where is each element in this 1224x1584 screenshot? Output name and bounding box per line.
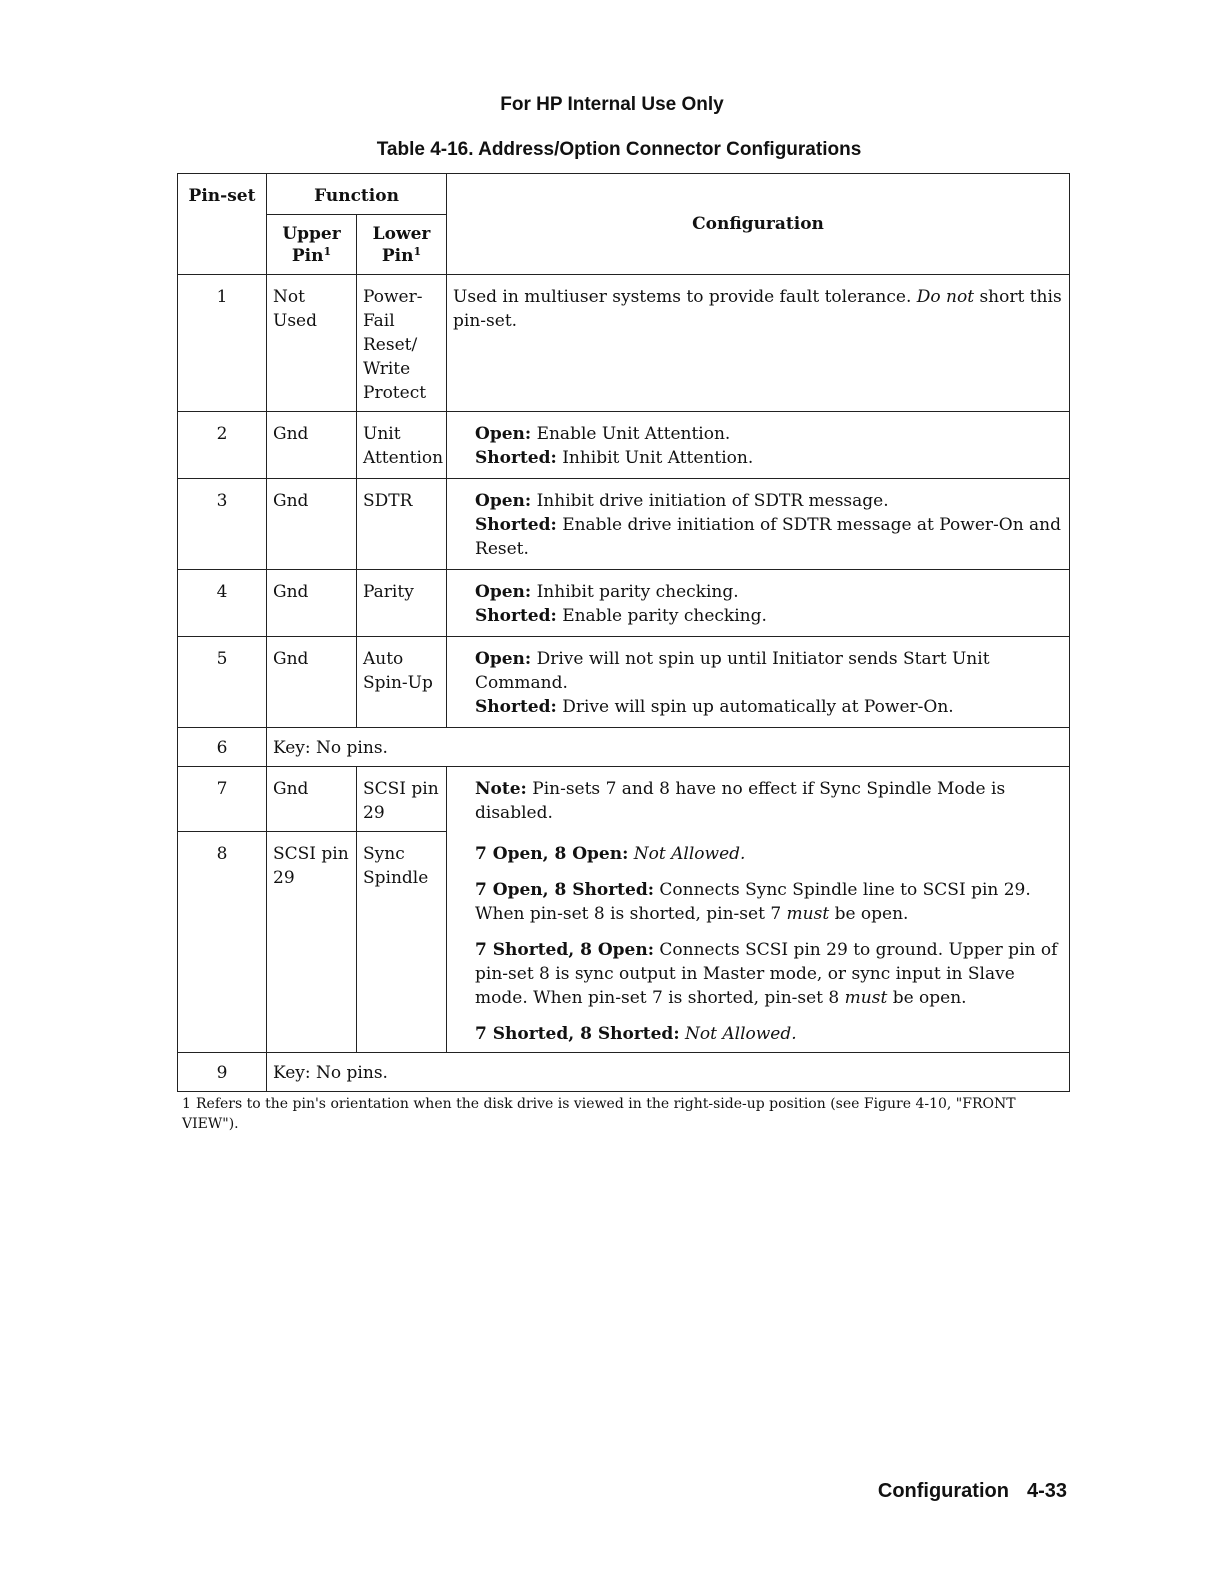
shorted-text: Enable drive initiation of SDTR message at Power-On and Reset.: [475, 515, 1062, 559]
config-text: Used in multiuser systems to provide fault tolerance.: [453, 287, 912, 307]
open-text: Drive will not spin up until Initiator sends Start Unit Command.: [475, 649, 990, 693]
function-header: Function: [267, 174, 447, 215]
open-line: [475, 422, 1063, 446]
shorted-label: Shorted:: [475, 515, 557, 535]
option-item: [475, 842, 1063, 866]
open-text: Enable Unit Attention.: [536, 424, 731, 444]
configuration-cell: [447, 275, 1070, 412]
shorted-line: [475, 604, 1063, 628]
footnote-mark: 1: [323, 245, 332, 259]
footnote-mark: 1: [413, 245, 422, 259]
open-line: [475, 647, 1063, 695]
shorted-line: [475, 446, 1063, 470]
option-label: 7 Shorted, 8 Shorted:: [475, 1023, 680, 1044]
table-row: [178, 637, 1070, 728]
upper-pin-cell: Gnd: [267, 767, 357, 832]
note-text: Pin-sets 7 and 8 have no effect if Sync Spindle Mode is disabled.: [475, 779, 1006, 823]
page-footer: [878, 1480, 1067, 1503]
upper-pin-header: [267, 215, 357, 275]
option-item: [475, 878, 1063, 926]
pin-label: Pin: [291, 246, 324, 267]
table-caption: Table 4-16. Address/Option Connector Configurations: [376, 139, 862, 160]
configuration-cell: [447, 479, 1070, 570]
shorted-text: Drive will spin up automatically at Power-On.: [562, 697, 954, 717]
pinset-cell: 7: [178, 767, 267, 832]
option-label: 7 Open, 8 Open:: [475, 843, 629, 864]
pinset-cell: 4: [178, 570, 267, 637]
open-line: [475, 580, 1063, 604]
lower-pin-cell: Parity: [357, 570, 447, 637]
lower-pin-cell: Unit Attention: [357, 412, 447, 479]
upper-label: Upper: [282, 224, 341, 245]
table-header-row: [178, 174, 1070, 215]
configuration-table: [177, 173, 1070, 1092]
pinset-cell: 9: [178, 1052, 267, 1091]
shorted-line: [475, 513, 1063, 561]
lower-pin-cell: SCSI pin 29: [357, 767, 447, 832]
option-label: 7 Open, 8 Shorted:: [475, 879, 654, 900]
page-header: For HP Internal Use Only: [500, 94, 724, 115]
option-text-tail: be open.: [892, 987, 967, 1008]
option-emphasis: must: [786, 903, 830, 924]
options-block: [447, 832, 1069, 1052]
shorted-label: Shorted:: [475, 697, 557, 717]
upper-pin-cell: Gnd: [267, 479, 357, 570]
lower-pin-cell: Auto Spin-Up: [357, 637, 447, 728]
open-line: [475, 489, 1063, 513]
upper-pin-cell: SCSI pin 29: [267, 832, 357, 1053]
option-text: Connects Sync Spindle line to SCSI pin 29. When pin-set 8 is shorted, pin-set 7: [475, 879, 1031, 924]
footnote: [182, 1094, 1062, 1134]
table-row: [178, 275, 1070, 412]
pin-label: Pin: [381, 246, 414, 267]
table-row: [178, 728, 1070, 767]
open-text: Inhibit parity checking.: [536, 582, 739, 602]
option-item: [475, 938, 1063, 1010]
configuration-cell: [447, 637, 1070, 728]
option-text-tail: be open.: [834, 903, 909, 924]
open-label: Open:: [475, 582, 532, 602]
upper-pin-cell: Gnd: [267, 637, 357, 728]
options-cell: [447, 832, 1070, 1053]
pinset-cell: 5: [178, 637, 267, 728]
option-emphasis: must: [844, 987, 888, 1008]
upper-pin-cell: Gnd: [267, 570, 357, 637]
lower-pin-cell: Power-Fail Reset/ Write Protect: [357, 275, 447, 412]
note-cell: [447, 767, 1070, 832]
upper-pin-cell: Gnd: [267, 412, 357, 479]
lower-pin-cell: Sync Spindle: [357, 832, 447, 1053]
configuration-cell: [447, 570, 1070, 637]
table-row: [178, 1052, 1070, 1091]
config-tail: short this pin-set.: [453, 287, 1062, 331]
option-item: [475, 1022, 1063, 1046]
pinset-cell: 8: [178, 832, 267, 1053]
configuration-header: Configuration: [447, 174, 1070, 275]
lower-pin-header: [357, 215, 447, 275]
footnote-text: Refers to the pin's orientation when the disk drive is viewed in the right-side-up position (see Figure 4-10, "FRONT VIEW").: [182, 1096, 1016, 1132]
lower-label: Lower: [372, 224, 431, 245]
footer-section: Configuration: [877, 1480, 1009, 1502]
option-text: Not Allowed.: [633, 843, 746, 864]
pinset-cell: 2: [178, 412, 267, 479]
table-row: [178, 767, 1070, 832]
pinset-cell: 3: [178, 479, 267, 570]
key-cell: Key: No pins.: [267, 1052, 1070, 1091]
open-text: Inhibit drive initiation of SDTR message.: [536, 491, 889, 511]
configuration-cell: [447, 412, 1070, 479]
shorted-line: [475, 695, 1063, 719]
table-row: [178, 570, 1070, 637]
option-text: Connects SCSI pin 29 to ground. Upper pin of pin-set 8 is sync output in Master mode, or sync input in Slave mode. When pin-set 7 is shorted, pin-set 8: [475, 939, 1058, 1008]
shorted-text: Inhibit Unit Attention.: [562, 448, 754, 468]
shorted-label: Shorted:: [475, 606, 557, 626]
shorted-text: Enable parity checking.: [562, 606, 767, 626]
config-emphasis: Do not: [916, 287, 975, 307]
open-label: Open:: [475, 649, 532, 669]
page-number: 4-33: [1026, 1480, 1067, 1502]
table-row: [178, 832, 1070, 1053]
pinset-header: Pin-set: [178, 174, 267, 275]
note-block: [447, 767, 1069, 825]
open-label: Open:: [475, 424, 532, 444]
lower-pin-cell: SDTR: [357, 479, 447, 570]
shorted-label: Shorted:: [475, 448, 557, 468]
option-label: 7 Shorted, 8 Open:: [475, 939, 654, 960]
option-text: Not Allowed.: [685, 1023, 797, 1044]
table-row: [178, 412, 1070, 479]
upper-pin-cell: Not Used: [267, 275, 357, 412]
table-row: [178, 479, 1070, 570]
note-label: Note:: [475, 779, 527, 799]
open-label: Open:: [475, 491, 532, 511]
pinset-cell: 6: [178, 728, 267, 767]
key-cell: Key: No pins.: [267, 728, 1070, 767]
pinset-cell: 1: [178, 275, 267, 412]
footnote-number: 1: [182, 1096, 191, 1112]
